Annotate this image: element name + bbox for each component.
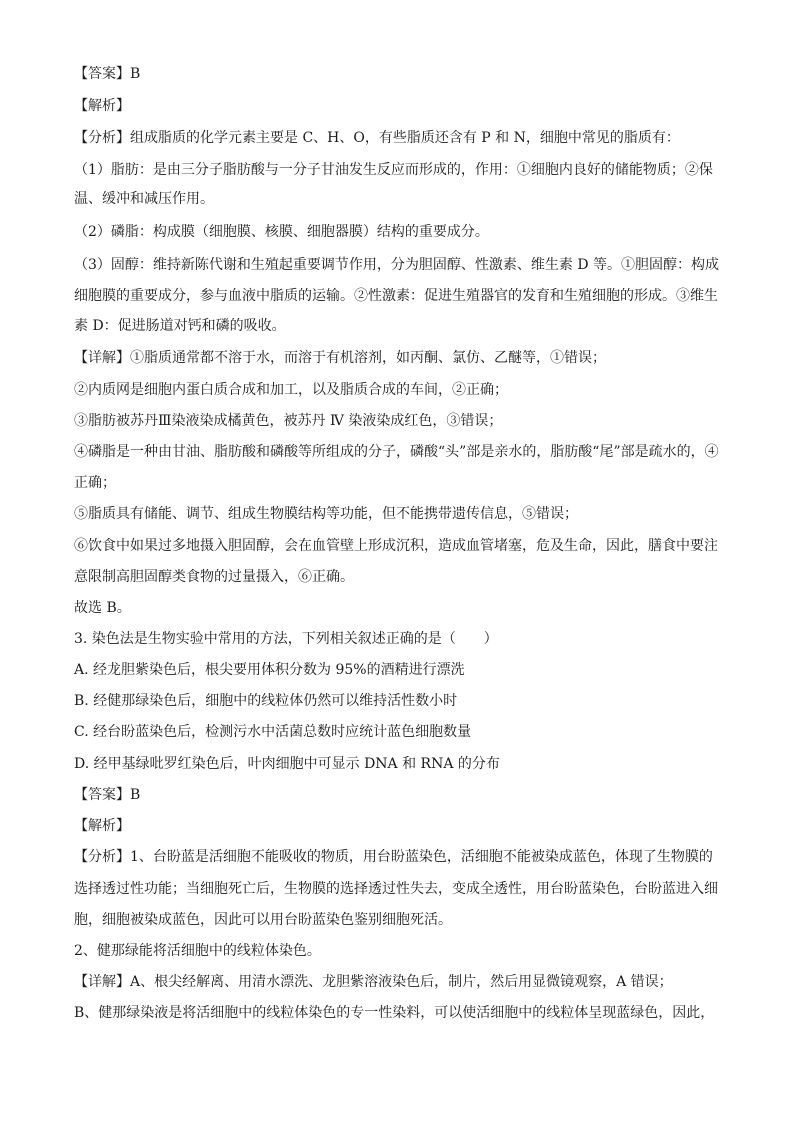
q2-detail-line: ⑥饮食中如果过多地摄入胆固醇，会在血管壁上形成沉积，造成血管堵塞，危及生命，因此，膳食中要注	[74, 538, 718, 554]
q2-detail-line: 【详解】①脂质通常都不溶于水，而溶于有机溶剂，如丙酮、氯仿、乙醚等，①错误；	[74, 350, 606, 366]
q3-jiexi-heading: 【解析】	[74, 818, 130, 834]
q3-stem: 3. 染色法是生物实验中常用的方法，下列相关叙述正确的是（ ）	[74, 631, 498, 647]
q3-analysis-line: 胞，细胞被染成蓝色，因此可以用台盼蓝染色鉴别细胞死活。	[74, 912, 452, 928]
q3-option-b: B. 经健那绿染色后，细胞中的线粒体仍然可以维持活性数小时	[74, 693, 458, 709]
q2-analysis-line: （1）脂肪：是由三分子脂肪酸与一分子甘油发生反应而形成的，作用：①细胞内良好的储能物质；②保	[74, 162, 713, 178]
q2-detail-line: ③脂肪被苏丹Ⅲ染液染成橘黄色，被苏丹 Ⅳ 染液染成红色，③错误；	[74, 413, 503, 429]
q3-analysis-line: 【分析】1、台盼蓝是活细胞不能吸收的物质，用台盼蓝染色，活细胞不能被染成蓝色，体现了生物膜的	[74, 849, 713, 865]
q2-analysis-line: 温、缓冲和减压作用。	[74, 191, 214, 207]
q3-option-c: C. 经台盼蓝染色后，检测污水中活菌总数时应统计蓝色细胞数量	[74, 724, 472, 740]
q2-detail-line: 意限制高胆固醇类食物的过量摄入，⑥正确。	[74, 569, 354, 585]
q3-option-a: A. 经龙胆紫染色后，根尖要用体积分数为 95%的酒精进行漂洗	[74, 662, 465, 678]
q3-analysis-line: 2、健那绿能将活细胞中的线粒体染色。	[74, 943, 321, 959]
q3-option-d: D. 经甲基绿吡罗红染色后，叶肉细胞中可显示 DNA 和 RNA 的分布	[74, 756, 500, 772]
q2-detail-line: ④磷脂是一种由甘油、脂肪酸和磷酸等所组成的分子，磷酸“头”部是亲水的，脂肪酸“尾”部是疏水的，④	[74, 444, 719, 460]
q3-detail-line: 【详解】A、根尖经解离、用清水漂洗、龙胆紫溶液染色后，制片，然后用显微镜观察，A 错误；	[74, 974, 673, 990]
q2-analysis-line: 细胞膜的重要成分，参与血液中脂质的运输。②性激素：促进生殖器官的发育和生殖细胞的形成。③维生	[74, 288, 718, 304]
q2-detail-line: ⑤脂质具有储能、调节、组成生物膜结构等功能，但不能携带遗传信息，⑤错误；	[74, 506, 578, 522]
q2-analysis-line: （3）固醇：维持新陈代谢和生殖起重要调节作用，分为胆固醇、性激素、维生素 D 等。①胆固醇：构成	[74, 257, 720, 273]
q2-answer: 【答案】B	[74, 66, 141, 82]
q2-analysis-line: 【分析】组成脂质的化学元素主要是 C、H、O，有些脂质还含有 P 和 N，细胞中常见的脂质有：	[74, 130, 680, 146]
q3-analysis-line: 选择透过性功能；当细胞死亡后，生物膜的选择透过性失去，变成全透性，用台盼蓝染色，台盼蓝进入细	[74, 881, 718, 897]
q2-analysis-line: （2）磷脂：构成膜（细胞膜、核膜、细胞器膜）结构的重要成分。	[74, 224, 489, 240]
q2-analysis-line: 素 D：促进肠道对钙和磷的吸收。	[74, 318, 286, 334]
q2-jiexi-heading: 【解析】	[74, 98, 130, 114]
q3-detail-line: B、健那绿染液是将活细胞中的线粒体染色的专一性染料，可以使活细胞中的线粒体呈现蓝绿色，因此，	[74, 1005, 715, 1021]
q2-conclusion: 故选 B。	[74, 600, 131, 616]
q3-answer: 【答案】B	[74, 787, 141, 803]
q2-detail-line: 正确；	[74, 475, 116, 491]
q2-detail-line: ②内质网是细胞内蛋白质合成和加工，以及脂质合成的车间，②正确；	[74, 382, 508, 398]
